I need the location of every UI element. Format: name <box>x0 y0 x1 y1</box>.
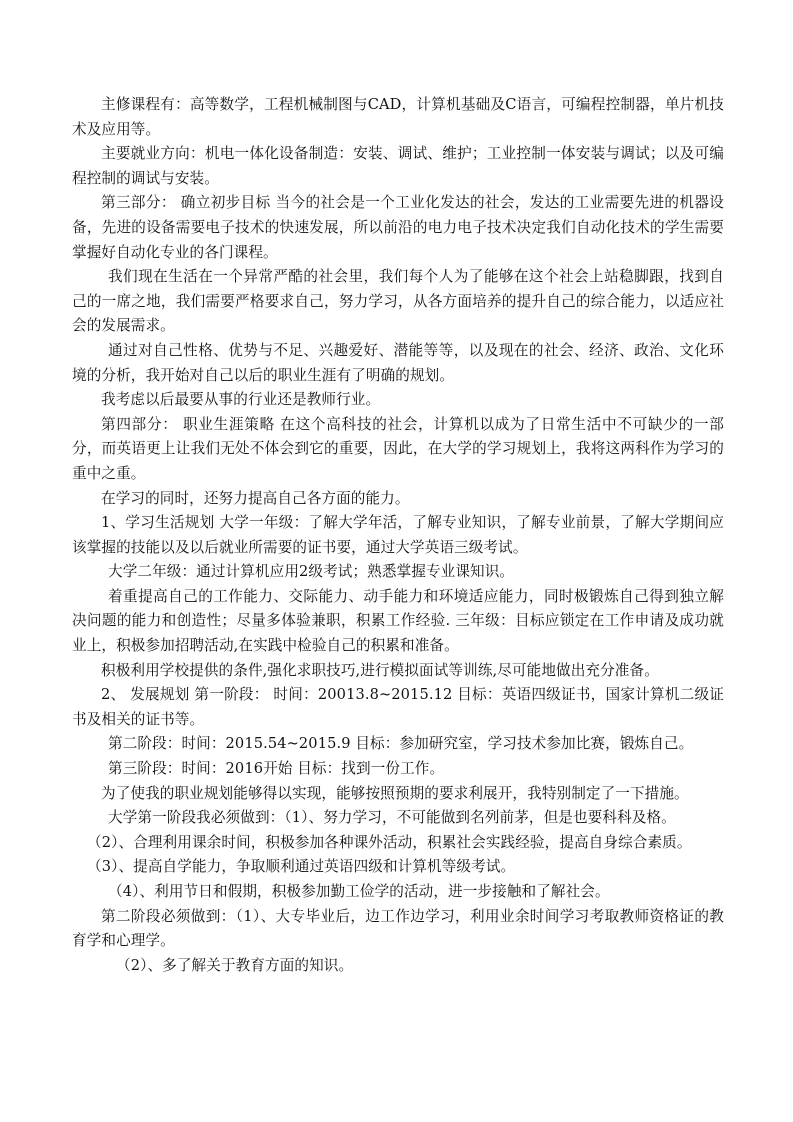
paragraph-item-3: （3）、提高自学能力，争取顺利通过英语四级和计算机等级考试。 <box>87 858 516 876</box>
paragraph-courses: 主修课程有：高等数学，工程机械制图与CAD，计算机基础及C语言，可编程控制器，单片机技术及应用等。 <box>72 96 724 138</box>
paragraph-stage-three: 第三阶段：时间：2016开始 目标：找到一份工作。 <box>108 760 445 778</box>
paragraph-self-analysis: 通过对自己性格、优势与不足、兴趣爱好、潜能等等，以及现在的社会、经济、政治、文化环境的分析，我开始对自己以后的职业生涯有了明确的规划。 <box>72 341 724 384</box>
paragraph-part-three: 第三部分： 确立初步目标 当今的社会是一个工业化发达的社会，发达的工业需要先进的机器设备，先进的设备需要电子技术的快速发展，所以前沿的电力电子技术决定我们自动化技术的学生需要掌握好自动化专业的各门课程。 <box>72 194 724 261</box>
paragraph-work-ability: 着重提高自己的工作能力、交际能力、动手能力和环境适应能力，同时极锻炼自己得到独立解决问题的能力和创造性；尽量多体验兼职，积累工作经验. 三年级：目标应锁定在工作申请及成功就业上，积极参加招聘活动,在实践中检验自己的积累和准备。 <box>72 587 724 655</box>
document-page <box>72 93 724 978</box>
paragraph-development-plan: 2、 发展规划 第一阶段： 时间：20013.8~2015.12 目标：英语四级证书，国家计算机二级证书及相关的证书等。 <box>72 686 724 728</box>
paragraph-measures: 为了使我的职业规划能够得以实现，能够按照预期的要求利展开，我特别制定了一下措施。 <box>101 784 689 802</box>
paragraph-stage-two: 第二阶段：时间：2015.54~2015.9 目标：参加研究室，学习技术参加比赛，锻炼自己。 <box>108 735 694 753</box>
paragraph-second-stage-goals: 第二阶段必须做到：（1）、大专毕业后，边工作边学习，利用业余时间学习考取教师资格证的教育学和心理学。 <box>72 907 724 950</box>
paragraph-first-stage-goals: 大学第一阶段我必须做到：（1）、努力学习，不可能做到名列前茅，但是也要科科及格。 <box>108 809 676 827</box>
paragraph-second-stage-item-2: （2）、多了解关于教育方面的知识。 <box>116 956 354 974</box>
paragraph-career-choice: 我考虑以后最要从事的行业还是教师行业。 <box>101 391 381 409</box>
paragraph-abilities: 在学习的同时，还努力提高自己各方面的能力。 <box>101 489 410 507</box>
paragraph-item-4: （4）、利用节日和假期，积极参加勤工俭学的活动，进一步接触和了解社会。 <box>108 883 610 900</box>
paragraph-employment: 主要就业方向：机电一体化设备制造：安装、调试、维护；工业控制一体安装与调试；以及可编程控制的调试与安装。 <box>72 145 724 187</box>
paragraph-second-year: 大学二年级：通过计算机应用2级考试；熟悉掌握专业课知识。 <box>108 563 515 581</box>
paragraph-school-conditions: 积极利用学校提供的条件,强化求职技巧,进行模拟面试等训练,尽可能地做出充分准备。 <box>101 661 659 679</box>
paragraph-study-plan: 1、学习生活规划 大学一年级：了解大学年活，了解专业知识，了解专业前景，了解大学期间应该掌握的技能以及以后就业所需要的证书要，通过大学英语三级考试。 <box>72 514 724 556</box>
paragraph-item-2: （2）、合理利用课余时间，积极参加各种课外活动，积累社会实践经验，提高自身综合素质。 <box>87 833 692 851</box>
paragraph-part-four: 第四部分： 职业生涯策略 在这个高科技的社会，计算机以成为了日常生活中不可缺少的一部分，而英语更上让我们无处不体会到它的重要，因此，在大学的学习规划上，我将这两科作为学习的重中之重。 <box>72 415 724 482</box>
paragraph-society: 我们现在生活在一个异常严酷的社会里，我们每个人为了能够在这个社会上站稳脚跟，找到自己的一席之地，我们需要严格要求自己，努力学习，从各方面培养的提升自己的综合能力，以适应社会的发展需求。 <box>72 268 724 335</box>
